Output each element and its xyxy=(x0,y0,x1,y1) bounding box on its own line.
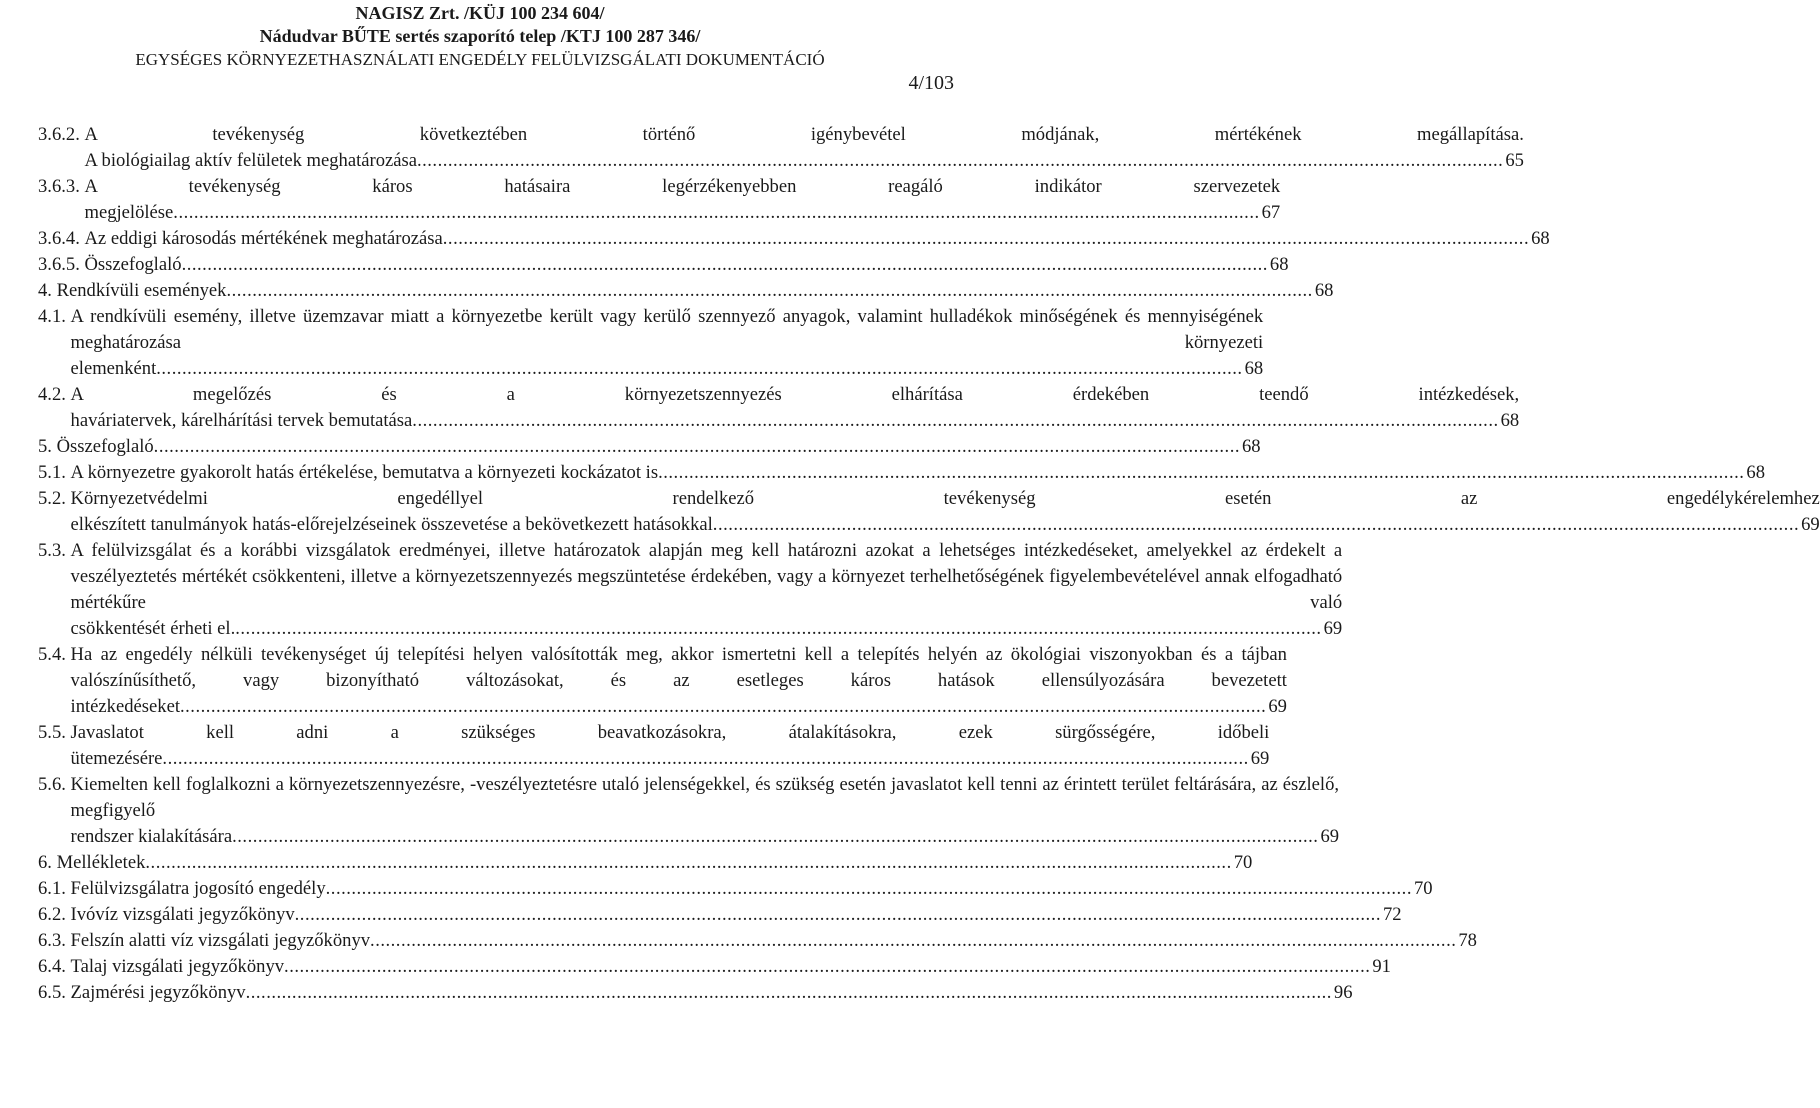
toc-entry-number: 5.2. xyxy=(38,488,71,509)
dot-leader xyxy=(713,512,1799,538)
header-company: NAGISZ Zrt. /KÜJ 100 234 604/ xyxy=(355,3,605,23)
dot-leader xyxy=(235,616,1321,642)
dot-leader xyxy=(154,434,1240,460)
toc-entry[interactable] xyxy=(38,278,1334,304)
toc-entry-title: intézkedéseket xyxy=(70,696,180,717)
dot-leader xyxy=(162,746,1248,772)
toc-entry-title: elkészített tanulmányok hatás-előrejelzéseinek összevetése a bekövetkezett hatásokkal xyxy=(70,514,713,535)
toc-entry-number: 5.1. xyxy=(38,462,71,483)
toc-entry-number: 5.5. xyxy=(38,722,71,743)
toc-entry-leader-line xyxy=(71,928,1477,954)
dot-leader xyxy=(145,850,1231,876)
dot-leader xyxy=(246,980,1332,1006)
toc-entry-page: 68 xyxy=(1500,410,1520,431)
toc-entry-body xyxy=(84,174,1280,226)
toc-entry-title: rendszer kialakítására xyxy=(70,826,233,847)
toc-entry-leader-line xyxy=(84,226,1549,252)
toc-entry-title: Ivóvíz vizsgálati jegyzőkönyv xyxy=(70,904,295,925)
toc-entry-page: 68 xyxy=(1531,228,1550,249)
header-document-title: EGYSÉGES KÖRNYEZETHASZNÁLATI ENGEDÉLY FELÜLVIZSGÁLATI DOKUMENTÁCIÓ xyxy=(135,50,825,69)
toc-entry-title: A biológiailag aktív felületek meghatározása xyxy=(84,150,417,171)
dot-leader xyxy=(412,408,1498,434)
toc-entry-page: 69 xyxy=(1323,618,1343,639)
toc-entry-page: 69 xyxy=(1320,826,1340,847)
toc-entry-leader-line xyxy=(71,356,1264,382)
toc-entry-leader-line xyxy=(57,434,1261,460)
toc-entry[interactable] xyxy=(38,772,1340,850)
toc-entry-body xyxy=(71,954,1391,980)
toc-entry-text: A megelőzés és a környezetszennyezés elhárítása érdekében teendő intézkedések, xyxy=(70,384,1520,405)
toc-entry-page: 96 xyxy=(1333,982,1353,1003)
toc-entry[interactable] xyxy=(38,226,1550,252)
toc-entry[interactable] xyxy=(38,850,1253,876)
toc-entry[interactable] xyxy=(38,876,1433,902)
toc-entry-title: haváriatervek, kárelhárítási tervek bemutatása xyxy=(70,410,413,431)
toc-entry-title: csökkentését érheti el. xyxy=(70,618,236,639)
dot-leader xyxy=(232,824,1318,850)
toc-entry-leader-line xyxy=(57,850,1253,876)
dot-leader xyxy=(658,460,1744,486)
toc-entry[interactable] xyxy=(38,460,1765,486)
toc-entry-body xyxy=(57,278,1334,304)
toc-entry-title: Rendkívüli események xyxy=(56,280,227,301)
toc-entry-title: elemenként xyxy=(70,358,157,379)
toc-entry-body xyxy=(57,850,1253,876)
toc-entry-page: 67 xyxy=(1261,202,1281,223)
toc-entry-text: Környezetvédelmi engedéllyel rendelkező tevékenység esetén az engedélykérelemhez xyxy=(70,488,1820,509)
toc-entry-number: 6.2. xyxy=(38,904,71,925)
toc-entry-body xyxy=(71,772,1340,850)
toc-entry-leader-line xyxy=(71,902,1402,928)
toc-entry-title: Mellékletek xyxy=(56,852,146,873)
toc-entry-leader-line xyxy=(71,954,1391,980)
toc-entry-number: 3.6.3. xyxy=(38,176,85,197)
toc-entry-number: 5. xyxy=(38,436,57,457)
toc-entry-title: A környezetre gyakorolt hatás értékelése, bemutatva a környezeti kockázatot is xyxy=(70,462,659,483)
toc-entry-page: 69 xyxy=(1801,514,1820,535)
toc-entry-body xyxy=(84,226,1549,252)
page-number: 4/103 xyxy=(908,72,954,94)
toc-entry-body xyxy=(71,538,1343,642)
toc-entry-leader-line xyxy=(71,746,1270,772)
toc-entry-body xyxy=(71,876,1433,902)
toc-entry-body xyxy=(71,486,1820,538)
toc-entry-body xyxy=(84,122,1523,174)
toc-entry-page: 69 xyxy=(1268,696,1287,717)
toc-entry-page: 68 xyxy=(1242,436,1261,457)
toc-entry-text: Javaslatot kell adni a szükséges beavatkozásokra, átalakításokra, ezek sürgősségére, időbeli xyxy=(70,722,1270,743)
toc-entry-title: Összefoglaló xyxy=(84,254,182,275)
toc-entry[interactable] xyxy=(38,122,1524,174)
toc-entry-title: ütemezésére xyxy=(70,748,163,769)
dot-leader xyxy=(156,356,1242,382)
toc-entry-title: Az eddigi károsodás mértékének meghatározása xyxy=(84,228,443,249)
toc-entry-page: 72 xyxy=(1382,904,1402,925)
toc-entry-page: 91 xyxy=(1372,956,1391,977)
toc-entry-leader-line xyxy=(84,200,1280,226)
toc-entry-number: 4.1. xyxy=(38,306,71,327)
toc-entry-page: 68 xyxy=(1746,462,1765,483)
dot-leader xyxy=(182,252,1268,278)
toc-entry-leader-line xyxy=(71,980,1353,1006)
toc-entry-page: 70 xyxy=(1413,878,1433,899)
toc-entry-leader-line xyxy=(71,824,1340,850)
toc-entry[interactable] xyxy=(38,538,1343,642)
toc-entry-number: 5.4. xyxy=(38,644,71,665)
table-of-contents xyxy=(38,122,1820,1006)
toc-entry-title: Felülvizsgálatra jogosító engedély xyxy=(70,878,326,899)
toc-entry[interactable] xyxy=(38,928,1477,954)
toc-entry-leader-line xyxy=(71,408,1520,434)
toc-entry-title: Összefoglaló xyxy=(56,436,154,457)
toc-entry-title: Talaj vizsgálati jegyzőkönyv xyxy=(70,956,285,977)
header-site: Nádudvar BŰTE sertés szaporító telep /KTJ 100 287 346/ xyxy=(259,26,701,46)
toc-entry-number: 6.5. xyxy=(38,982,71,1003)
toc-entry-number: 6.3. xyxy=(38,930,71,951)
toc-entry-body xyxy=(71,928,1477,954)
toc-entry[interactable] xyxy=(38,902,1402,928)
toc-entry-leader-line xyxy=(71,876,1433,902)
toc-entry-page: 69 xyxy=(1250,748,1270,769)
toc-entry-number: 3.6.2. xyxy=(38,124,85,145)
toc-entry[interactable] xyxy=(38,382,1520,434)
dot-leader xyxy=(326,876,1412,902)
toc-entry-number: 6.4. xyxy=(38,956,71,977)
toc-entry-leader-line xyxy=(71,460,1765,486)
toc-entry-body xyxy=(71,720,1270,772)
toc-entry-number: 5.6. xyxy=(38,774,71,795)
toc-entry[interactable] xyxy=(38,434,1261,460)
toc-entry[interactable] xyxy=(38,720,1270,772)
toc-entry-number: 6. xyxy=(38,852,57,873)
toc-entry-text: Kiemelten kell foglalkozni a környezetszennyezésre, -veszélyeztetésre utaló jelenségekkel, és szükség esetén javaslatot kell tenni az érintett terület feltárására, az észlelő, megfigyelő xyxy=(70,774,1340,821)
toc-entry-text: A felülvizsgálat és a korábbi vizsgálatok eredményei, illetve határozatok alapján meg kell határozni azokat a lehetséges intézkedéseket, amelyekkel az érdekelt a veszélyeztetés mértékét csökkenteni, illetve a környezetszennyezés megszüntetése érdekében, vagy a környezet terhelhetőségének figyelembevételével annak elfogadható mértékűre való xyxy=(70,540,1343,613)
toc-entry-leader-line xyxy=(57,278,1334,304)
toc-entry[interactable] xyxy=(38,642,1287,720)
toc-entry-number: 6.1. xyxy=(38,878,71,899)
dot-leader xyxy=(284,954,1370,980)
toc-entry-number: 3.6.4. xyxy=(38,228,85,249)
toc-entry-number: 5.3. xyxy=(38,540,71,561)
toc-entry[interactable] xyxy=(38,486,1820,538)
toc-entry[interactable] xyxy=(38,304,1264,382)
toc-entry-leader-line xyxy=(84,252,1288,278)
toc-entry-number: 4. xyxy=(38,280,57,301)
toc-entry[interactable] xyxy=(38,174,1281,226)
toc-entry-number: 3.6.5. xyxy=(38,254,85,275)
toc-entry-title: megjelölése xyxy=(84,202,174,223)
toc-entry-page: 70 xyxy=(1233,852,1253,873)
toc-entry-leader-line xyxy=(71,694,1287,720)
dot-leader xyxy=(370,928,1456,954)
dot-leader xyxy=(173,200,1259,226)
toc-entry-title: Felszín alatti víz vizsgálati jegyzőkönyv xyxy=(70,930,371,951)
toc-entry-page: 68 xyxy=(1269,254,1289,275)
toc-entry-page: 78 xyxy=(1458,930,1477,951)
page-header xyxy=(0,0,960,71)
toc-entry-text: Ha az engedély nélküli tevékenységet új telepítési helyen valósították meg, akkor ismertetni kell a telepítés helyén az ökológiai viszonyokban és a tájban valószínűsíthető, vagy bizonyítható változásokat, és az esetleges káros hatások ellensúlyozására bevezetett xyxy=(70,644,1287,691)
toc-entry-body xyxy=(84,252,1288,278)
toc-entry-text: A tevékenység káros hatásaira legérzékenyebben reagáló indikátor szervezetek xyxy=(84,176,1281,197)
toc-entry[interactable] xyxy=(38,980,1353,1006)
toc-entry-body xyxy=(71,460,1765,486)
toc-entry-text: A rendkívüli esemény, illetve üzemzavar miatt a környezetbe került vagy kerülő szennyező anyagok, valamint hulladékok minőségének és mennyiségének meghatározása környezeti xyxy=(70,306,1264,353)
toc-entry-leader-line xyxy=(84,148,1523,174)
dot-leader xyxy=(226,278,1312,304)
dot-leader xyxy=(417,148,1503,174)
toc-entry-body xyxy=(71,642,1287,720)
toc-entry-page: 68 xyxy=(1314,280,1334,301)
dot-leader xyxy=(443,226,1529,252)
toc-entry-title: Zajmérési jegyzőkönyv xyxy=(70,982,246,1003)
toc-entry-body xyxy=(71,382,1520,434)
toc-entry-page: 65 xyxy=(1505,150,1524,171)
toc-entry-leader-line xyxy=(71,616,1343,642)
dot-leader xyxy=(295,902,1381,928)
toc-entry-body xyxy=(71,980,1353,1006)
toc-entry-leader-line xyxy=(71,512,1820,538)
toc-entry-text: A tevékenység következtében történő igénybevétel módjának, mértékének megállapítása. xyxy=(84,124,1524,145)
toc-entry-body xyxy=(57,434,1261,460)
toc-entry-body xyxy=(71,304,1264,382)
toc-entry[interactable] xyxy=(38,954,1391,980)
toc-entry[interactable] xyxy=(38,252,1289,278)
dot-leader xyxy=(180,694,1266,720)
toc-entry-body xyxy=(71,902,1402,928)
toc-entry-number: 4.2. xyxy=(38,384,71,405)
toc-entry-page: 68 xyxy=(1244,358,1264,379)
